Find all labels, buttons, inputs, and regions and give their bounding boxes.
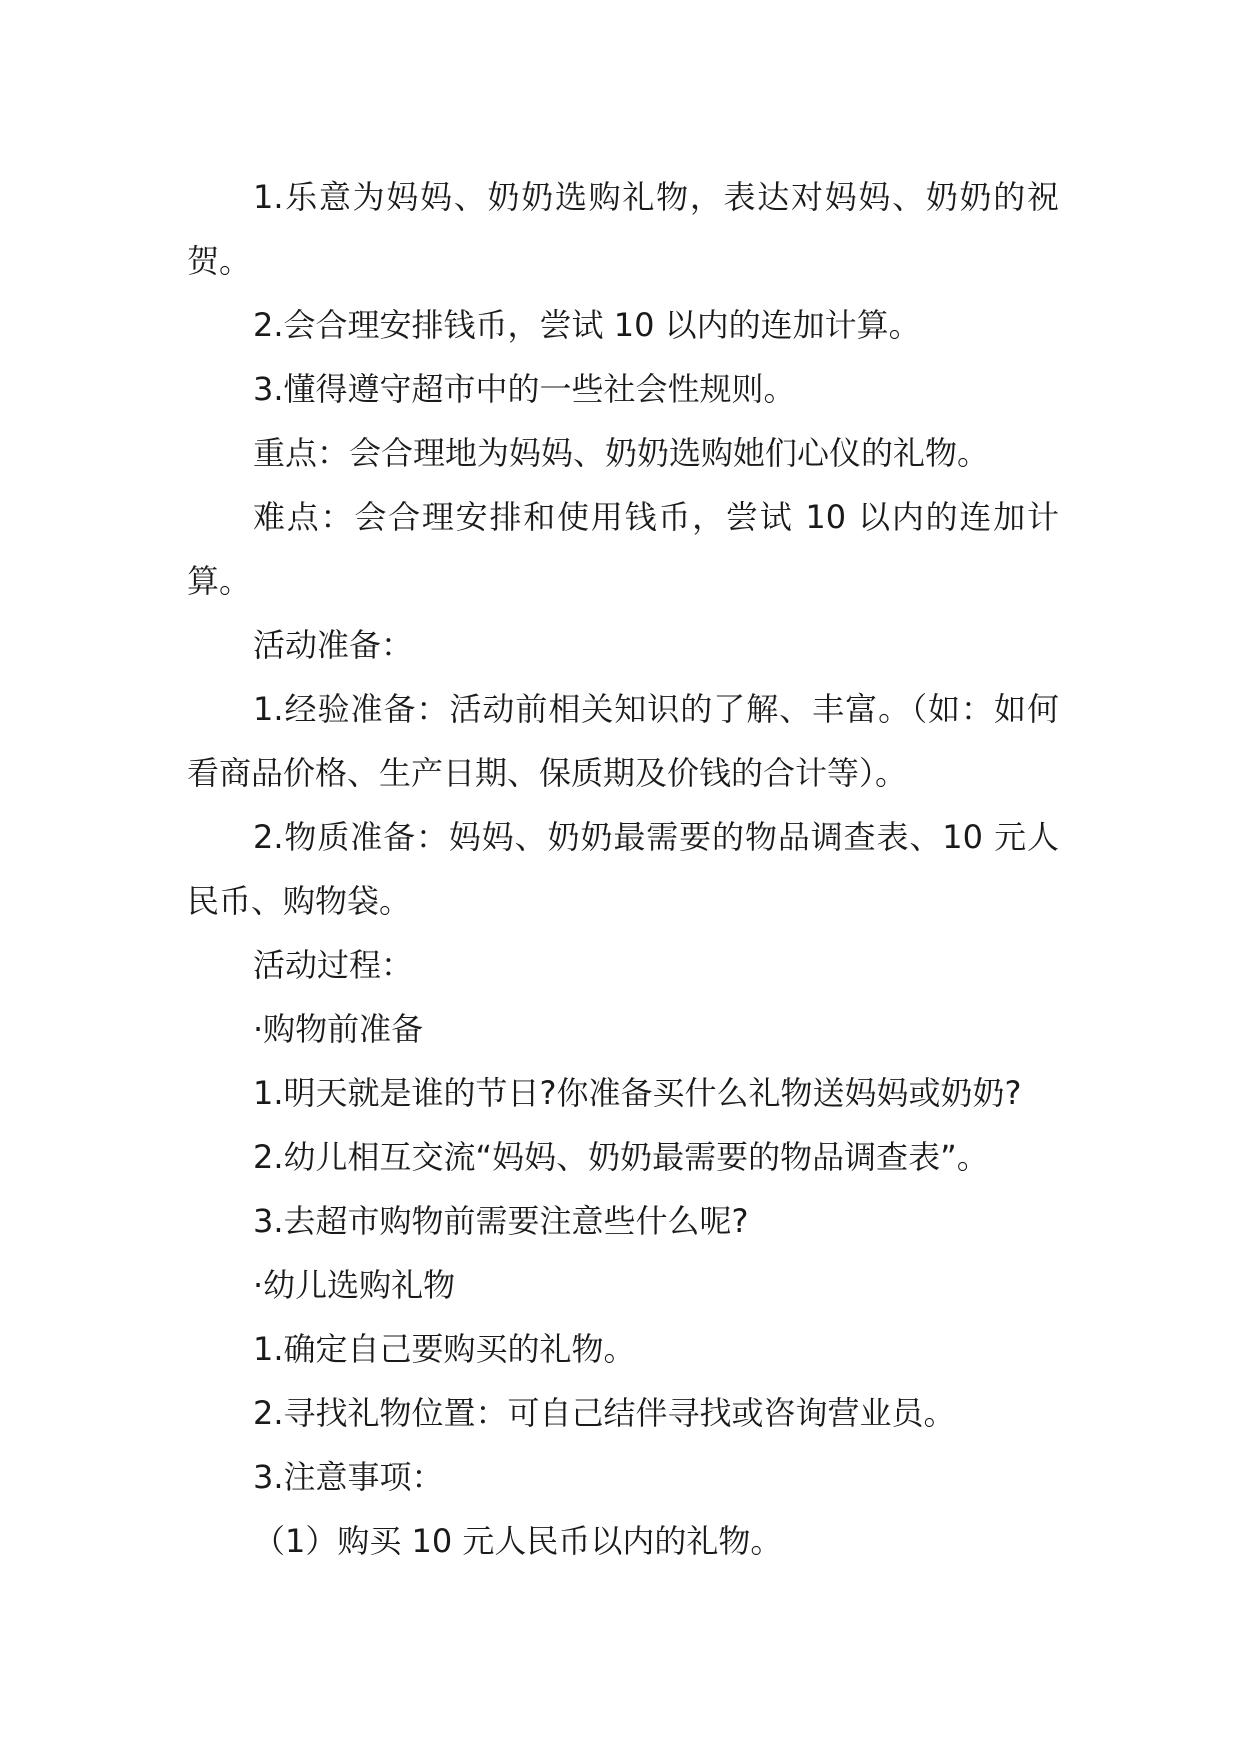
select-step-2: 2.寻找礼物位置：可自己结伴寻找或咨询营业员。 xyxy=(253,1394,956,1432)
preparation-heading: 活动准备： xyxy=(253,626,414,664)
difficult-point: 难点：会合理安排和使用钱币，尝试 10 以内的连加计算。 xyxy=(187,498,1059,600)
section-before-shopping: ·购物前准备 xyxy=(253,1010,424,1048)
document-body xyxy=(187,165,1059,1573)
objective-2: 2.会合理安排钱币，尝试 10 以内的连加计算。 xyxy=(253,306,921,344)
notice-item-1: （1）购买 10 元人民币以内的礼物。 xyxy=(253,1522,783,1560)
step-3-attention: 3.去超市购物前需要注意些什么呢? xyxy=(253,1202,749,1240)
material-preparation: 2.物质准备：妈妈、奶奶最需要的物品调查表、10 元人民币、购物袋。 xyxy=(187,818,1059,920)
select-step-3: 3.注意事项： xyxy=(253,1458,444,1496)
objective-3: 3.懂得遵守超市中的一些社会性规则。 xyxy=(253,370,796,408)
select-step-1: 1.确定自己要购买的礼物。 xyxy=(253,1330,636,1368)
process-heading: 活动过程： xyxy=(253,946,414,984)
objective-1: 1.乐意为妈妈、奶奶选购礼物，表达对妈妈、奶奶的祝贺。 xyxy=(187,178,1059,280)
step-2-exchange: 2.幼儿相互交流“妈妈、奶奶最需要的物品调查表”。 xyxy=(253,1138,989,1176)
key-point: 重点：会合理地为妈妈、奶奶选购她们心仪的礼物。 xyxy=(253,434,990,472)
step-1-question: 1.明天就是谁的节日?你准备买什么礼物送妈妈或奶奶? xyxy=(253,1074,1022,1112)
section-selecting-gifts: ·幼儿选购礼物 xyxy=(253,1266,456,1304)
experience-preparation: 1.经验准备：活动前相关知识的了解、丰富。（如：如何看商品价格、生产日期、保质期及价钱的合计等）。 xyxy=(187,690,1059,792)
